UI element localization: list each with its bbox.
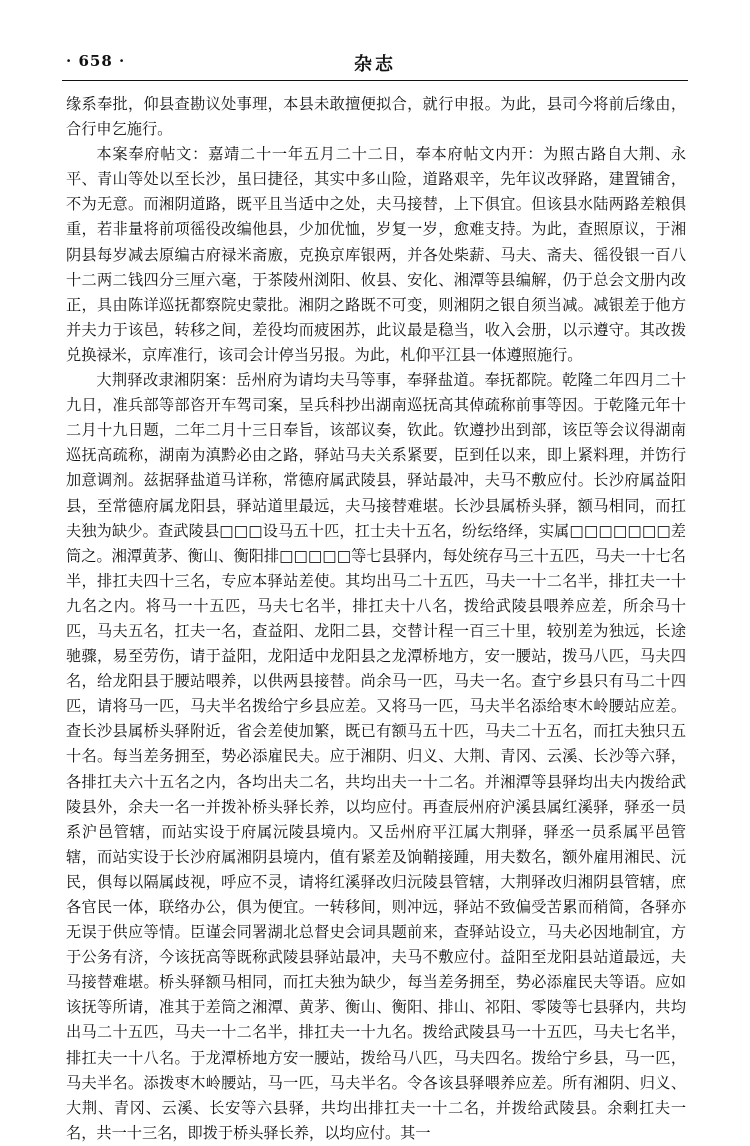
body-text [66, 92, 686, 1146]
header-rule [62, 80, 688, 81]
paragraph: 本案奉府帖文：嘉靖二十一年五月二十二日，奉本府帖文内开：为照古路自大荆、永平、青山等处以至长沙，虽曰捷径，其实中多山险，道路艰辛，先年议改驿路，建置铺舍，不为无意。而湘阴道路，既平且当适中之处，夫马接替，上下俱宜。但该县水陆两路差粮俱重，若非量将前项徭役改编他县，少加优恤，岁复一岁，愈难支持。为此，查照原议，于湘阴县每岁减去原编古府禄米斋廒，克换京库银两，并各处柴薪、马夫、斋夫、徭役银一百八十二两二钱四分三厘六毫，于茶陵州浏阳、攸县、安化、湘潭等县编解，仍于总会文册内改正，具由陈详巡抚都察院史蒙批。湘阴之路既不可变，则湘阴之银自须当减。减银差于他方并夫力于该邑，转移之间，差役均而疲困苏，此议最是稳当，收入会册，以示遵守。其改拨兑换禄米，京库准行，该司会计停当另报。为此，札仰平江县一体遵照施行。 [66, 145, 686, 364]
running-title: 杂志 [354, 54, 396, 75]
page-number: · 658 · [66, 52, 126, 70]
paragraph: 大荆驿改隶湘阴案：岳州府为请均夫马等事，奉驿盐道。奉抚都院。乾隆二年四月二十九日，准兵部等部咨开车驾司案，呈兵科抄出湖南巡抚高其倬疏称前事等因。于乾隆元年十二月十九日题，二年二月十三日奉旨，该部议奏，钦此。钦遵抄出到部，该臣等会议得湖南巡抚高疏称，湖南为滇黔必由之路，驿站马夫关系紧要，臣到任以来，即上紧料理，并饬行加意调剂。兹据驿盐道马详称，常德府属武陵县，驿站最冲，夫马不敷应付。长沙府属益阳县，至常德府属龙阳县，驿站道里最远，夫马接替难堪。长沙县属桥头驿，额马相同，而扛夫独为缺少。查武陵县□□□设马五十匹，扛士夫十五名，纷纭络绎，实属□□□□□□□差筒之。湘潭黄茅、衡山、衡阳排□□□□□等七县驿内，每处统存马三十五匹，马夫一十七名半，排扛夫四十三名，专应本驿站差使。其均出马二十五匹，马夫一十二名半，排扛夫一十九名之内。将马一十五匹，马夫七名半，排扛夫十八名，拨给武陵县喂养应差，所余马十匹，马夫五名，扛夫一名，查益阳、龙阳二县，交替计程一百三十里，较别差为独远，长途驰骤，易至劳伤，请于益阳，龙阳适中龙阳县之龙潭桥地方，安一腰站，拨马八匹，马夫四名，给龙阳县于腰站喂养，以供两县接替。尚余马一匹，马夫一名。查宁乡县只有马二十四匹，请将马一匹，马夫半名拨给宁乡县应差。又将马一匹，马夫半名添给枣木岭腰站应差。查长沙县属桥头驿附近，省会差使加繁，既已有额马五十匹，马夫二十五名，而扛夫独只五十名。每当差务拥至，势必添雇民夫。应于湘阴、归义、大荆、青冈、云溪、长沙等六驿，各排扛夫六十五名之内，各均出夫二名，共均出夫一十二名。并湘潭等县驿均出夫内拨给武陵县外，余夫一名一并拨补桥头驿长养，以均应付。再查辰州府沪溪县属红溪驿，驿丞一员系沪邑管辖，而站实设于府属沅陵县境内。又岳州府平江属大荆驿，驿丞一员系属平邑管辖，而站实设于长沙府属湘阴县境内，值有紧差及饷鞘接踵，用夫数名，额外雇用湘民、沅民，俱每以隔属歧视，呼应不灵，请将红溪驿改归沅陵县管辖，大荆驿改归湘阴县管辖，庶各官民一体，联络办公，俱为便宜。一转移间，则冲远，驿站不致偏受苦累而稍简，各驿亦无误于供应等情。臣谨会同署湖北总督史会词具题前来，查驿站设立，马夫必因地制宜，方于公务有济，今该抚高等既称武陵县驿站最冲，夫马不敷应付。益阳至龙阳县站道最远，夫马接替难堪。桥头驿额马相同，而扛夫独为缺少，每当差务拥至，势必添雇民夫等语。应如该抚等所请，准其于差筒之湘潭、黄茅、衡山、衡阳、排山、祁阳、零陵等七县驿内，共均出马二十五匹，马夫一十二名半，排扛夫一十九名。拨给武陵县马一十五匹，马夫七名半，排扛夫一十八名。于龙潭桥地方安一腰站，拨给马八匹，马夫四名。拨给宁乡县，马一匹，马夫半名。添拨枣木岭腰站，马一匹，马夫半名。令各该县驿喂养应差。所有湘阴、归义、大荆、青冈、云溪、长安等六县驿，共均出排扛夫一十二名，并拨给武陵县。余剩扛夫一名，共一十三名，即拨于桥头驿长养，以均应付。其一 [66, 371, 686, 1142]
page-header [62, 46, 688, 80]
paragraph: 缘系奉批，仰县查勘议处事理，本县未敢擅便拟合，就行申报。为此，县司今将前后缘由，合行申乞施行。 [66, 95, 686, 139]
